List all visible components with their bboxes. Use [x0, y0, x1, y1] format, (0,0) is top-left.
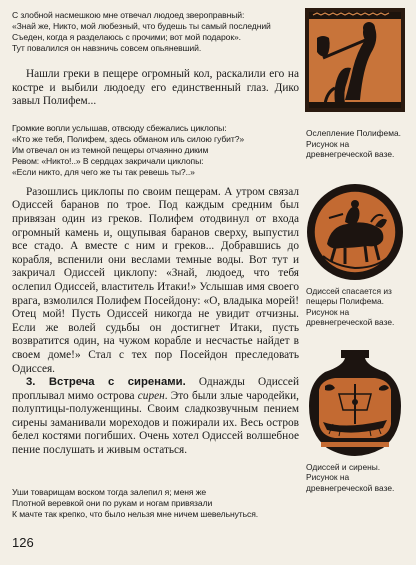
- verse-line: Тут повалился он навзничь совсем опьяневший.: [12, 43, 202, 53]
- caption-sirens: Одиссей и сирены. Рисунок на древнегреческой вазе.: [306, 461, 395, 493]
- quote-middle: [12, 123, 299, 178]
- verse-line: Ревом: «Никто!..» В сердцах закричали циклопы:: [12, 155, 204, 166]
- verse-line: Плотной веревкой они по рукам и ногам привязали: [12, 498, 213, 508]
- quote-top: [12, 10, 299, 54]
- verse-line: «Если никто, для чего же ты так ревешь ты?..»: [12, 166, 195, 177]
- sirens-text-a: Однажды Одиссей проплывал мимо острова: [12, 376, 299, 402]
- main-text: [12, 186, 299, 458]
- caption-blinding: Ослепление Полифема. Рисунок на древнегреческой вазе.: [306, 128, 401, 159]
- caption-escape: Одиссей спасается из пещеры Полифема. Рисунок на древнегреческой вазе.: [306, 285, 395, 327]
- figure-escape: [305, 182, 413, 282]
- verse-line: Съеден, когда я разделаюсь с прочими; вот мой подарок».: [12, 32, 241, 42]
- figure-blinding: [305, 8, 413, 124]
- page-number: 126: [12, 535, 34, 550]
- vase-escape-image: [305, 182, 405, 282]
- verse-line: Им отвечал он из темной пещеры отчаянно диким: [12, 144, 209, 155]
- verse-line: «Знай же, Никто, мой любезный, что будешь ты самый последний: [12, 21, 271, 31]
- verse-line: «Кто же тебя, Полифем, здесь обманом иль силою губит?»: [12, 133, 245, 144]
- paragraph-sirens: [12, 376, 299, 458]
- section-heading: 3. Встреча с сиренами.: [26, 376, 186, 389]
- figure-sirens: [305, 350, 413, 458]
- verse-line: Уши товарищам воском тогда залепил я; меня же: [12, 487, 207, 497]
- illustrations-column: [305, 8, 413, 493]
- quote-bottom: [12, 487, 302, 520]
- vase-sirens-image: [305, 350, 405, 458]
- paragraph-cave: Нашли греки в пещере огромный кол, раскалили его на костре и выбили людоеду его единственный глаз. Дико завыл Полифем...: [12, 68, 299, 108]
- sirens-term: сирен: [137, 389, 165, 402]
- verse-line: С злобной насмешкою мне отвечал людоед звероправный:: [12, 10, 245, 20]
- sirens-text-b: . Это были злые чародейки, полуптицы-полуженщины. Своим сладкозвучным пением сирены заманивали мореходов и пожирали их. Весь остров белел костями погибших. Очень хотел Одиссей волшебное пение послушать и живым остаться.: [12, 389, 299, 457]
- paragraph-escape: Разошлись циклопы по своим пещерам. А утром связал Одиссей баранов по трое. Под каждым средним был привязан один из греков. Полифем отодвинул от входа огромный камень и, ощупывая баранов сверху, выпустил все стадо. А вместе с ним и греков... Добравшись до корабля, вспенили они веслами темные воды. Вот тут и закричал Одиссей циклопу: «Знай, людоед, что тебя ослепил Одиссей, властитель Итаки!» Услышав имя своего врага, взмолился Полифем Посейдону: «О, владыка морей! Отец мой! Пусть Одиссей никогда не увидит отчизны. Если же волей судьбы он достигнет Итаки, пусть возвратится один, на чужом корабле и несчастье найдет в своем доме!» Стал с тех пор Посейдон преследовать Одиссея.: [12, 185, 299, 375]
- vase-blinding-image: [305, 8, 405, 112]
- main-column: [12, 8, 299, 458]
- verse-line: Громкие вопли услышав, отвсюду сбежались циклопы:: [12, 122, 227, 133]
- verse-line: К мачте так крепко, что было нельзя мне ничем шевельнуться.: [12, 509, 259, 519]
